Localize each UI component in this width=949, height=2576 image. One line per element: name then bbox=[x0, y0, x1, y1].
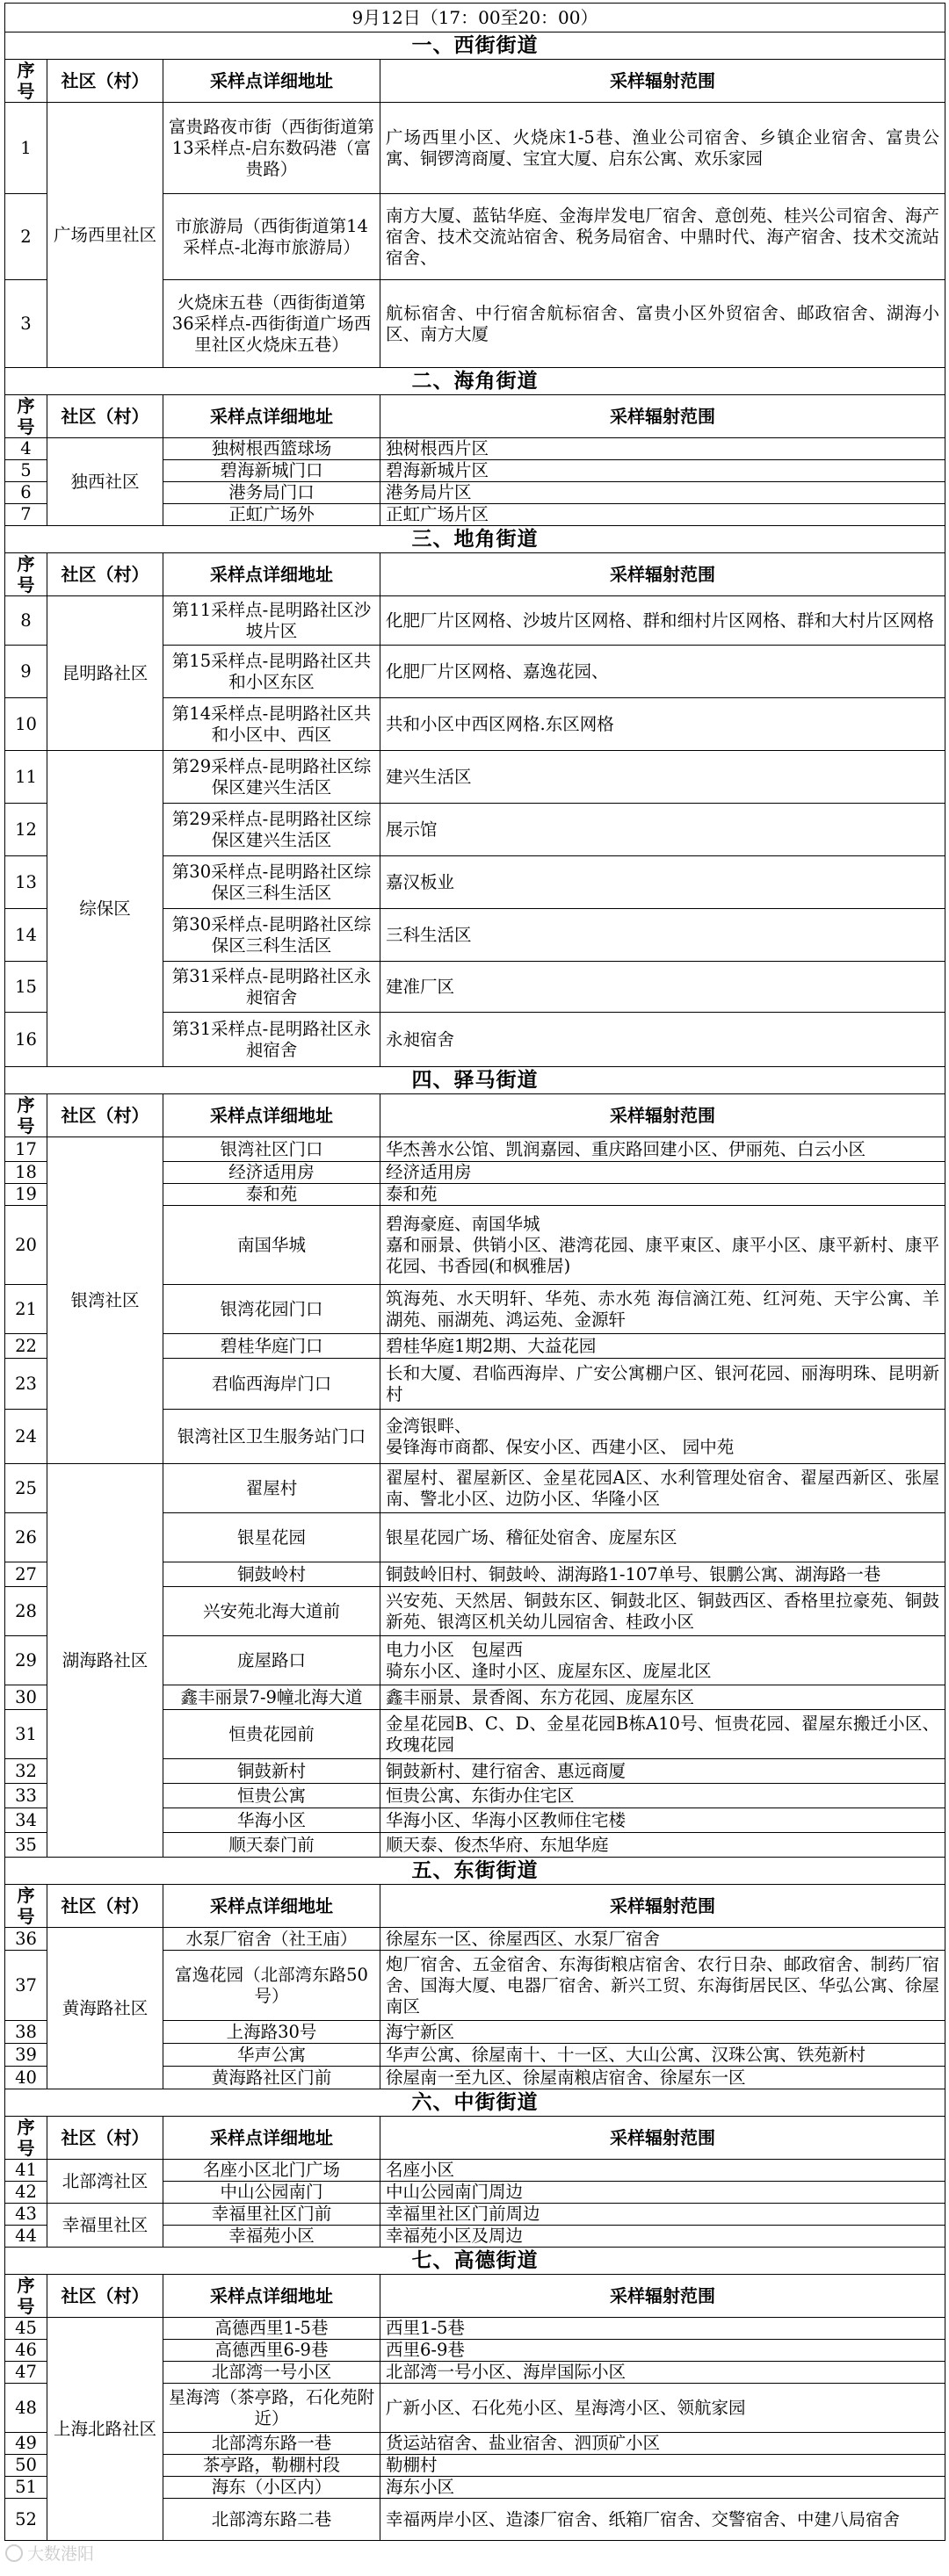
row-index: 40 bbox=[5, 2067, 47, 2089]
range-cell: 建准厂区 bbox=[380, 962, 945, 1013]
range-cell: 港务局片区 bbox=[380, 482, 945, 504]
range-cell: 筑海苑、水天明轩、华苑、赤水苑 海信滴江苑、红河苑、天宇公寓、羊湖苑、丽湖苑、鸿运苑、金源轩 bbox=[380, 1285, 945, 1334]
column-header-idx: 序号 bbox=[5, 2117, 47, 2160]
column-header-community: 社区（村） bbox=[47, 2275, 163, 2318]
range-cell: 化肥厂片区网格、沙坡片区网格、群和细村片区网格、群和大村片区网格 bbox=[380, 596, 945, 646]
row-index: 41 bbox=[5, 2160, 47, 2182]
column-header-range: 采样辐射范围 bbox=[380, 1885, 945, 1928]
address-cell: 铜鼓新村 bbox=[163, 1759, 380, 1784]
community-cell: 独西社区 bbox=[47, 438, 163, 526]
address-cell: 幸福里社区门前 bbox=[163, 2204, 380, 2226]
column-header-community: 社区（村） bbox=[47, 553, 163, 596]
address-cell: 黄海路社区门前 bbox=[163, 2067, 380, 2089]
row-index: 36 bbox=[5, 1928, 47, 1951]
community-cell: 北部湾社区 bbox=[47, 2160, 163, 2204]
address-cell: 火烧床五巷（西街街道第36采样点-西街街道广场西里社区火烧床五巷） bbox=[163, 280, 380, 368]
sampling-points-document bbox=[4, 3, 945, 2541]
address-cell: 碧桂华庭门口 bbox=[163, 1334, 380, 1359]
range-cell: 海东小区 bbox=[380, 2477, 945, 2499]
weibo-logo-icon bbox=[5, 2544, 23, 2562]
table-body bbox=[5, 4, 945, 2541]
table-row bbox=[5, 2204, 945, 2226]
address-cell: 第31采样点-昆明路社区永昶宿舍 bbox=[163, 1013, 380, 1067]
community-cell: 上海北路社区 bbox=[47, 2318, 163, 2541]
address-cell: 第15采样点-昆明路社区共和小区东区 bbox=[163, 646, 380, 698]
row-index: 43 bbox=[5, 2204, 47, 2226]
row-index: 46 bbox=[5, 2340, 47, 2362]
section-title: 五、东街街道 bbox=[5, 1858, 945, 1885]
range-cell: 幸福里社区门前周边 bbox=[380, 2204, 945, 2226]
address-cell: 上海路30号 bbox=[163, 2021, 380, 2044]
address-cell: 华声公寓 bbox=[163, 2044, 380, 2067]
row-index: 11 bbox=[5, 751, 47, 804]
column-header-range: 采样辐射范围 bbox=[380, 2275, 945, 2318]
community-cell: 幸福里社区 bbox=[47, 2204, 163, 2248]
row-index: 10 bbox=[5, 698, 47, 751]
address-cell: 第29采样点-昆明路社区综保区建兴生活区 bbox=[163, 804, 380, 856]
column-header-range: 采样辐射范围 bbox=[380, 60, 945, 103]
column-header-address: 采样点详细地址 bbox=[163, 60, 380, 103]
range-cell: 幸福苑小区及周边 bbox=[380, 2226, 945, 2248]
range-cell: 翟屋村、翟屋新区、金星花园A区、水利管理处宿舍、翟屋西新区、张屋南、警北小区、边防小区、华隆小区 bbox=[380, 1464, 945, 1513]
range-cell: 中山公园南门周边 bbox=[380, 2182, 945, 2204]
section-title: 六、中街街道 bbox=[5, 2089, 945, 2117]
address-cell: 鑫丰丽景7-9幢北海大道 bbox=[163, 1685, 380, 1710]
range-cell: 长和大厦、君临西海岸、广安公寓棚户区、银河花园、丽海明珠、昆明新村 bbox=[380, 1359, 945, 1410]
row-index: 13 bbox=[5, 856, 47, 909]
row-index: 19 bbox=[5, 1184, 47, 1206]
range-cell: 南方大厦、蓝钻华庭、金海岸发电厂宿舍、意创苑、桂兴公司宿舍、海产宿舍、技术交流站宿舍、税务局宿舍、中鼎时代、海产宿舍、技术交流站宿舍、 bbox=[380, 194, 945, 280]
column-header-range: 采样辐射范围 bbox=[380, 1094, 945, 1137]
address-cell: 第14采样点-昆明路社区共和小区中、西区 bbox=[163, 698, 380, 751]
address-cell: 高德西里1-5巷 bbox=[163, 2318, 380, 2340]
address-cell: 幸福苑小区 bbox=[163, 2226, 380, 2248]
address-cell: 中山公园南门 bbox=[163, 2182, 380, 2204]
row-index: 24 bbox=[5, 1410, 47, 1464]
address-cell: 银湾社区门口 bbox=[163, 1137, 380, 1162]
title-row bbox=[5, 4, 945, 32]
address-cell: 市旅游局（西街街道第14采样点-北海市旅游局） bbox=[163, 194, 380, 280]
section-title: 三、地角街道 bbox=[5, 526, 945, 553]
table-row bbox=[5, 1928, 945, 1951]
watermark-text: 大数港阳 bbox=[27, 2544, 95, 2564]
range-cell: 徐屋东一区、徐屋西区、水泵厂宿舍 bbox=[380, 1928, 945, 1951]
table-row bbox=[5, 103, 945, 194]
section-title: 一、西街街道 bbox=[5, 32, 945, 60]
row-index: 18 bbox=[5, 1162, 47, 1184]
range-cell: 华杰善水公馆、凯润嘉园、重庆路回建小区、伊丽苑、白云小区 bbox=[380, 1137, 945, 1162]
address-cell: 星海湾（茶亭路，石化苑附近） bbox=[163, 2384, 380, 2433]
community-cell: 综保区 bbox=[47, 751, 163, 1067]
row-index: 31 bbox=[5, 1710, 47, 1759]
address-cell: 华海小区 bbox=[163, 1808, 380, 1833]
range-cell: 金湾银畔、 晏锋海市商都、保安小区、西建小区、 园中苑 bbox=[380, 1410, 945, 1464]
row-index: 23 bbox=[5, 1359, 47, 1410]
table-row bbox=[5, 1464, 945, 1513]
section-title: 七、高德街道 bbox=[5, 2248, 945, 2275]
header-row bbox=[5, 60, 945, 103]
row-index: 20 bbox=[5, 1206, 47, 1285]
range-cell: 华海小区、华海小区教师住宅楼 bbox=[380, 1808, 945, 1833]
address-cell: 第11采样点-昆明路社区沙坡片区 bbox=[163, 596, 380, 646]
row-index: 51 bbox=[5, 2477, 47, 2499]
range-cell: 货运站宿舍、盐业宿舍、泗顶矿小区 bbox=[380, 2433, 945, 2455]
range-cell: 徐屋南一至九区、徐屋南粮店宿舍、徐屋东一区 bbox=[380, 2067, 945, 2089]
address-cell: 第30采样点-昆明路社区综保区三科生活区 bbox=[163, 856, 380, 909]
row-index: 5 bbox=[5, 460, 47, 482]
row-index: 2 bbox=[5, 194, 47, 280]
range-cell: 广场西里小区、火烧床1-5巷、渔业公司宿舍、乡镇企业宿舍、富贵公寓、铜锣湾商厦、宝宜大厦、启东公寓、欢乐家园 bbox=[380, 103, 945, 194]
range-cell: 幸福两岸小区、造漆厂宿舍、纸箱厂宿舍、交警宿舍、中建八局宿舍 bbox=[380, 2499, 945, 2541]
column-header-idx: 序号 bbox=[5, 1094, 47, 1137]
row-index: 29 bbox=[5, 1636, 47, 1685]
address-cell: 顺天泰门前 bbox=[163, 1833, 380, 1858]
row-index: 35 bbox=[5, 1833, 47, 1858]
table-row bbox=[5, 2160, 945, 2182]
header-row bbox=[5, 1094, 945, 1137]
row-index: 42 bbox=[5, 2182, 47, 2204]
address-cell: 兴安苑北海大道前 bbox=[163, 1587, 380, 1636]
row-index: 15 bbox=[5, 962, 47, 1013]
address-cell: 经济适用房 bbox=[163, 1162, 380, 1184]
column-header-community: 社区（村） bbox=[47, 1094, 163, 1137]
community-cell: 昆明路社区 bbox=[47, 596, 163, 751]
address-cell: 泰和苑 bbox=[163, 1184, 380, 1206]
row-index: 4 bbox=[5, 438, 47, 460]
row-index: 7 bbox=[5, 504, 47, 526]
page-title: 9月12日（17：00至20：00） bbox=[5, 4, 945, 32]
range-cell: 西里1-5巷 bbox=[380, 2318, 945, 2340]
row-index: 6 bbox=[5, 482, 47, 504]
column-header-address: 采样点详细地址 bbox=[163, 553, 380, 596]
column-header-idx: 序号 bbox=[5, 2275, 47, 2318]
column-header-community: 社区（村） bbox=[47, 2117, 163, 2160]
range-cell: 恒贵公寓、东街办住宅区 bbox=[380, 1784, 945, 1808]
section-row bbox=[5, 1067, 945, 1094]
row-index: 49 bbox=[5, 2433, 47, 2455]
range-cell: 鑫丰丽景、景香阁、东方花园、庞屋东区 bbox=[380, 1685, 945, 1710]
address-cell: 正虹广场外 bbox=[163, 504, 380, 526]
address-cell: 北部湾东路一巷 bbox=[163, 2433, 380, 2455]
range-cell: 金星花园B、C、D、金星花园B栋A10号、恒贵花园、翟屋东搬迁小区、玫瑰花园 bbox=[380, 1710, 945, 1759]
column-header-idx: 序号 bbox=[5, 395, 47, 438]
address-cell: 港务局门口 bbox=[163, 482, 380, 504]
row-index: 14 bbox=[5, 909, 47, 962]
row-index: 9 bbox=[5, 646, 47, 698]
address-cell: 北部湾一号小区 bbox=[163, 2362, 380, 2384]
header-row bbox=[5, 553, 945, 596]
range-cell: 兴安苑、天然居、铜鼓东区、铜鼓北区、铜鼓西区、香格里拉豪苑、铜鼓新苑、银湾区机关幼儿园宿舍、桂政小区 bbox=[380, 1587, 945, 1636]
range-cell: 三科生活区 bbox=[380, 909, 945, 962]
range-cell: 展示馆 bbox=[380, 804, 945, 856]
section-title: 四、驿马街道 bbox=[5, 1067, 945, 1094]
header-row bbox=[5, 2117, 945, 2160]
range-cell: 经济适用房 bbox=[380, 1162, 945, 1184]
table-row bbox=[5, 596, 945, 646]
row-index: 50 bbox=[5, 2455, 47, 2477]
range-cell: 碧桂华庭1期2期、大益花园 bbox=[380, 1334, 945, 1359]
range-cell: 碧海豪庭、南国华城 嘉和丽景、供销小区、港湾花园、康平東区、康平小区、康平新村、康平花园、书香园(和枫雅居) bbox=[380, 1206, 945, 1285]
address-cell: 翟屋村 bbox=[163, 1464, 380, 1513]
address-cell: 恒贵公寓 bbox=[163, 1784, 380, 1808]
column-header-idx: 序号 bbox=[5, 60, 47, 103]
range-cell: 碧海新城片区 bbox=[380, 460, 945, 482]
column-header-community: 社区（村） bbox=[47, 60, 163, 103]
address-cell: 第29采样点-昆明路社区综保区建兴生活区 bbox=[163, 751, 380, 804]
section-row bbox=[5, 368, 945, 395]
row-index: 33 bbox=[5, 1784, 47, 1808]
watermark bbox=[5, 2541, 94, 2565]
address-cell: 茶亭路，勒棚村段 bbox=[163, 2455, 380, 2477]
row-index: 22 bbox=[5, 1334, 47, 1359]
column-header-address: 采样点详细地址 bbox=[163, 395, 380, 438]
range-cell: 勒棚村 bbox=[380, 2455, 945, 2477]
row-index: 44 bbox=[5, 2226, 47, 2248]
range-cell: 建兴生活区 bbox=[380, 751, 945, 804]
community-cell: 银湾社区 bbox=[47, 1137, 163, 1464]
range-cell: 独树根西片区 bbox=[380, 438, 945, 460]
section-row bbox=[5, 32, 945, 60]
range-cell: 永昶宿舍 bbox=[380, 1013, 945, 1067]
community-cell: 黄海路社区 bbox=[47, 1928, 163, 2089]
range-cell: 泰和苑 bbox=[380, 1184, 945, 1206]
table-row bbox=[5, 438, 945, 460]
column-header-range: 采样辐射范围 bbox=[380, 2117, 945, 2160]
range-cell: 正虹广场片区 bbox=[380, 504, 945, 526]
address-cell: 富贵路夜市街（西街街道第13采样点-启东数码港（富贵路） bbox=[163, 103, 380, 194]
address-cell: 庞屋路口 bbox=[163, 1636, 380, 1685]
row-index: 48 bbox=[5, 2384, 47, 2433]
row-index: 39 bbox=[5, 2044, 47, 2067]
address-cell: 君临西海岸门口 bbox=[163, 1359, 380, 1410]
row-index: 28 bbox=[5, 1587, 47, 1636]
column-header-idx: 序号 bbox=[5, 1885, 47, 1928]
address-cell: 名座小区北门广场 bbox=[163, 2160, 380, 2182]
row-index: 8 bbox=[5, 596, 47, 646]
column-header-idx: 序号 bbox=[5, 553, 47, 596]
column-header-range: 采样辐射范围 bbox=[380, 553, 945, 596]
address-cell: 碧海新城门口 bbox=[163, 460, 380, 482]
range-cell: 电力小区 包屋西 骑东小区、逢时小区、庞屋东区、庞屋北区 bbox=[380, 1636, 945, 1685]
address-cell: 第30采样点-昆明路社区综保区三科生活区 bbox=[163, 909, 380, 962]
row-index: 52 bbox=[5, 2499, 47, 2541]
community-cell: 广场西里社区 bbox=[47, 103, 163, 368]
address-cell: 独树根西篮球场 bbox=[163, 438, 380, 460]
range-cell: 铜鼓岭旧村、铜鼓岭、湖海路1-107单号、银鹏公寓、湖海路一巷 bbox=[380, 1562, 945, 1587]
header-row bbox=[5, 395, 945, 438]
row-index: 27 bbox=[5, 1562, 47, 1587]
address-cell: 恒贵花园前 bbox=[163, 1710, 380, 1759]
range-cell: 炮厂宿舍、五金宿舍、东海街粮店宿舍、农行日杂、邮政宿舍、制药厂宿舍、国海大厦、电器厂宿舍、新兴工贸、东海街居民区、华弘公寓、徐屋南区 bbox=[380, 1951, 945, 2021]
section-row bbox=[5, 526, 945, 553]
community-cell: 湖海路社区 bbox=[47, 1464, 163, 1858]
address-cell: 银湾花园门口 bbox=[163, 1285, 380, 1334]
row-index: 37 bbox=[5, 1951, 47, 2021]
range-cell: 嘉汉板业 bbox=[380, 856, 945, 909]
range-cell: 航标宿舍、中行宿舍航标宿舍、富贵小区外贸宿舍、邮政宿舍、湖海小区、南方大厦 bbox=[380, 280, 945, 368]
column-header-address: 采样点详细地址 bbox=[163, 2117, 380, 2160]
row-index: 47 bbox=[5, 2362, 47, 2384]
range-cell: 北部湾一号小区、海岸国际小区 bbox=[380, 2362, 945, 2384]
row-index: 30 bbox=[5, 1685, 47, 1710]
column-header-community: 社区（村） bbox=[47, 395, 163, 438]
address-cell: 高德西里6-9巷 bbox=[163, 2340, 380, 2362]
row-index: 16 bbox=[5, 1013, 47, 1067]
range-cell: 海宁新区 bbox=[380, 2021, 945, 2044]
address-cell: 北部湾东路二巷 bbox=[163, 2499, 380, 2541]
address-cell: 水泵厂宿舍（社王庙） bbox=[163, 1928, 380, 1951]
row-index: 25 bbox=[5, 1464, 47, 1513]
address-cell: 银湾社区卫生服务站门口 bbox=[163, 1410, 380, 1464]
sampling-table bbox=[4, 3, 945, 2541]
column-header-community: 社区（村） bbox=[47, 1885, 163, 1928]
section-row bbox=[5, 1858, 945, 1885]
table-row bbox=[5, 751, 945, 804]
address-cell: 铜鼓岭村 bbox=[163, 1562, 380, 1587]
column-header-range: 采样辐射范围 bbox=[380, 395, 945, 438]
range-cell: 化肥厂片区网格、嘉逸花园、 bbox=[380, 646, 945, 698]
row-index: 21 bbox=[5, 1285, 47, 1334]
row-index: 3 bbox=[5, 280, 47, 368]
range-cell: 西里6-9巷 bbox=[380, 2340, 945, 2362]
row-index: 38 bbox=[5, 2021, 47, 2044]
header-row bbox=[5, 2275, 945, 2318]
row-index: 1 bbox=[5, 103, 47, 194]
range-cell: 铜鼓新村、建行宿舍、惠远商厦 bbox=[380, 1759, 945, 1784]
row-index: 26 bbox=[5, 1513, 47, 1562]
table-row bbox=[5, 2318, 945, 2340]
section-title: 二、海角街道 bbox=[5, 368, 945, 395]
range-cell: 名座小区 bbox=[380, 2160, 945, 2182]
range-cell: 广新小区、石化苑小区、星海湾小区、领航家园 bbox=[380, 2384, 945, 2433]
address-cell: 银星花园 bbox=[163, 1513, 380, 1562]
address-cell: 海东（小区内） bbox=[163, 2477, 380, 2499]
range-cell: 华声公寓、徐屋南十、十一区、大山公寓、汉珠公寓、铁苑新村 bbox=[380, 2044, 945, 2067]
table-row bbox=[5, 1137, 945, 1162]
column-header-address: 采样点详细地址 bbox=[163, 1094, 380, 1137]
address-cell: 第31采样点-昆明路社区永昶宿舍 bbox=[163, 962, 380, 1013]
range-cell: 顺天泰、俊杰华府、东旭华庭 bbox=[380, 1833, 945, 1858]
range-cell: 银星花园广场、稽征处宿舍、庞屋东区 bbox=[380, 1513, 945, 1562]
column-header-address: 采样点详细地址 bbox=[163, 2275, 380, 2318]
row-index: 45 bbox=[5, 2318, 47, 2340]
address-cell: 富逸花园（北部湾东路50号） bbox=[163, 1951, 380, 2021]
section-row bbox=[5, 2089, 945, 2117]
section-row bbox=[5, 2248, 945, 2275]
address-cell: 南国华城 bbox=[163, 1206, 380, 1285]
range-cell: 共和小区中西区网格.东区网格 bbox=[380, 698, 945, 751]
column-header-address: 采样点详细地址 bbox=[163, 1885, 380, 1928]
row-index: 17 bbox=[5, 1137, 47, 1162]
header-row bbox=[5, 1885, 945, 1928]
row-index: 12 bbox=[5, 804, 47, 856]
row-index: 34 bbox=[5, 1808, 47, 1833]
row-index: 32 bbox=[5, 1759, 47, 1784]
